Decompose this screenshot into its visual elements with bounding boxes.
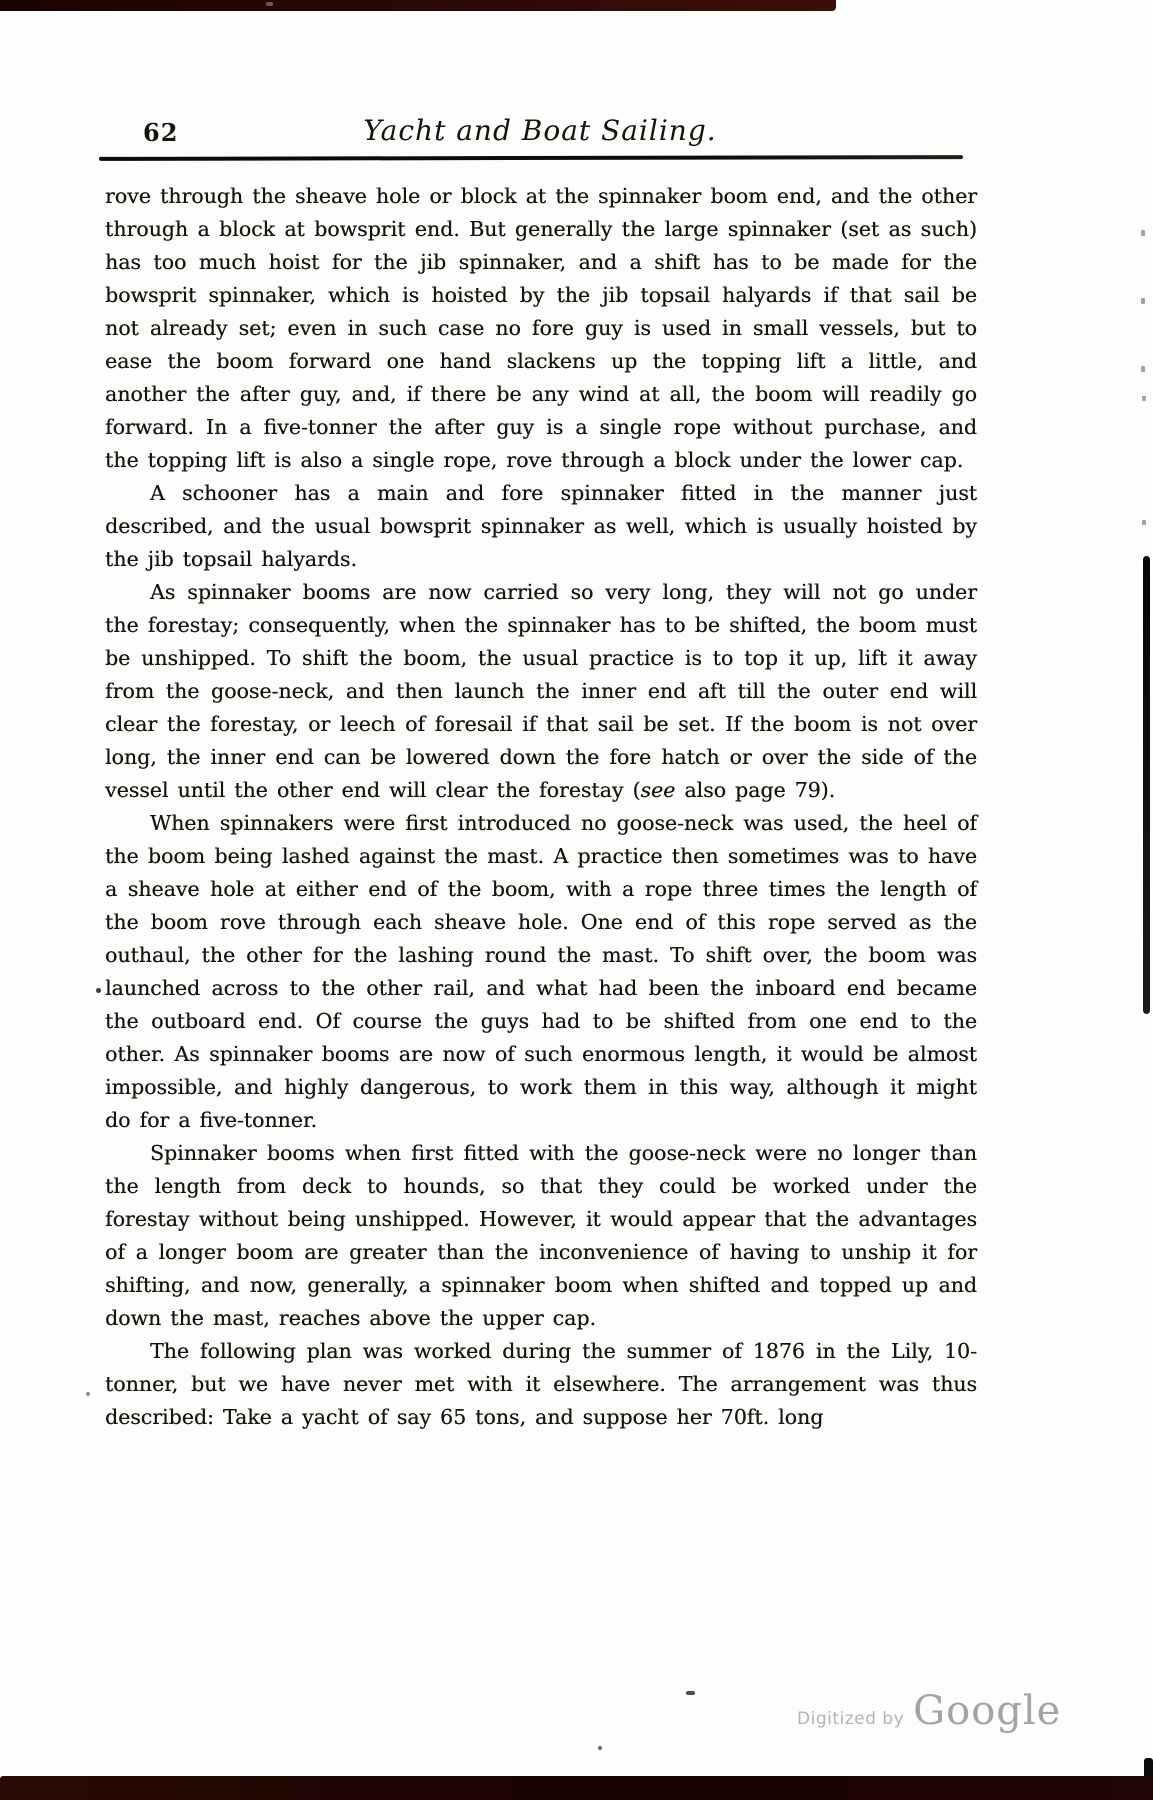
scan-speck: [686, 1691, 695, 1695]
text-run: also page 79).: [675, 778, 836, 802]
paragraph: [105, 1335, 977, 1434]
paragraph: [105, 1137, 977, 1335]
paragraph: [105, 576, 977, 807]
paragraph: [105, 180, 977, 477]
scan-speck: [598, 1746, 602, 1750]
text-run: The following plan was worked during the summer of 1876 in the Lily, 10-tonner, but we have never met with it elsewhere. The arrangement was thus described: Take a yacht of say 65 tons, and suppose her 70ft. long: [105, 1339, 977, 1429]
body-text: [105, 180, 977, 1434]
text-run: When spinnakers were first introduced no goose-neck was used, the heel of the boom being lashed against the mast. A practice then sometimes was to have a sheave hole at either end of the boom, with a rope three times the length of the boom rove through each sheave hole. One end of this rope served as the outhaul, the other for the lashing round the mast. To shift over, the boom was launched across to the other rail, and what had been the inboard end became the outboard end. Of course the guys had to be shifted from one end to the other. As spinnaker booms are now of such enormous length, it would be almost impossible, and highly dangerous, to work them in this way, although it might do for a five-tonner.: [105, 811, 977, 1132]
text-run: As spinnaker booms are now carried so very long, they will not go under the forestay; consequently, when the spinnaker has to be shifted, the boom must be unshipped. To shift the boom, the usual practice is to top it up, lift it away from the goose-neck, and then launch the inner end aft till the outer end will clear the forestay, or leech of foresail if that sail be set. If the boom is not over long, the inner end can be lowered down the fore hatch or over the side of the vessel until the other end will clear the forestay (: [105, 580, 977, 802]
scan-edge-tick: [1142, 396, 1146, 401]
scan-edge-tick: [1142, 520, 1146, 525]
text-run: rove through the sheave hole or block at the spinnaker boom end, and the other through a block at bowsprit end. But generally the large spinnaker (set as such) has too much hoist for the jib spinnaker, and a shift has to be made for the bowsprit spinnaker, which is hoisted by the jib topsail halyards if that sail be not already set; even in such case no fore guy is used in small vessels, but to ease the boom forward one hand slackens up the topping lift a little, and another the after guy, and, if there be any wind at all, the boom will readily go forward. In a five-tonner the after guy is a single rope without purchase, and the topping lift is also a single rope, rove through a block under the lower cap.: [105, 184, 977, 472]
scan-speck: [96, 988, 101, 993]
scan-edge-streak-right: [1143, 556, 1150, 1014]
paragraph: [105, 807, 977, 1137]
text-run: A schooner has a main and fore spinnaker fitted in the manner just described, and the usual bowsprit spinnaker as well, which is usually hoisted by the jib topsail halyards.: [105, 481, 977, 571]
scan-edge-tick: [1141, 230, 1145, 236]
running-head: [105, 114, 975, 154]
digitized-by-label: Digitized by: [797, 1709, 905, 1729]
scan-edge-streak-bottom-right: [1144, 1758, 1153, 1796]
google-logo: Google: [913, 1688, 1062, 1734]
scan-speck: [86, 1392, 90, 1396]
paragraph: [105, 477, 977, 576]
header-rule: [99, 155, 963, 161]
scan-edge-bar-top: [0, 0, 836, 11]
page-number: 62: [143, 118, 179, 147]
scan-speck: [266, 2, 273, 6]
running-title: Yacht and Boat Sailing.: [363, 114, 717, 147]
scan-edge-tick: [1141, 366, 1145, 372]
digitization-watermark: [797, 1688, 1061, 1734]
scan-edge-bar-bottom: [0, 1776, 1153, 1800]
text-run: Spinnaker booms when first fitted with the goose-neck were no longer than the length from deck to hounds, so that they could be worked under the forestay without being unshipped. However, it would appear that the advantages of a longer boom are greater than the inconvenience of having to unship it for shifting, and now, generally, a spinnaker boom when shifted and topped up and down the mast, reaches above the upper cap.: [105, 1141, 977, 1330]
scan-edge-tick: [1141, 298, 1145, 304]
italic-text-run: see: [640, 778, 676, 802]
